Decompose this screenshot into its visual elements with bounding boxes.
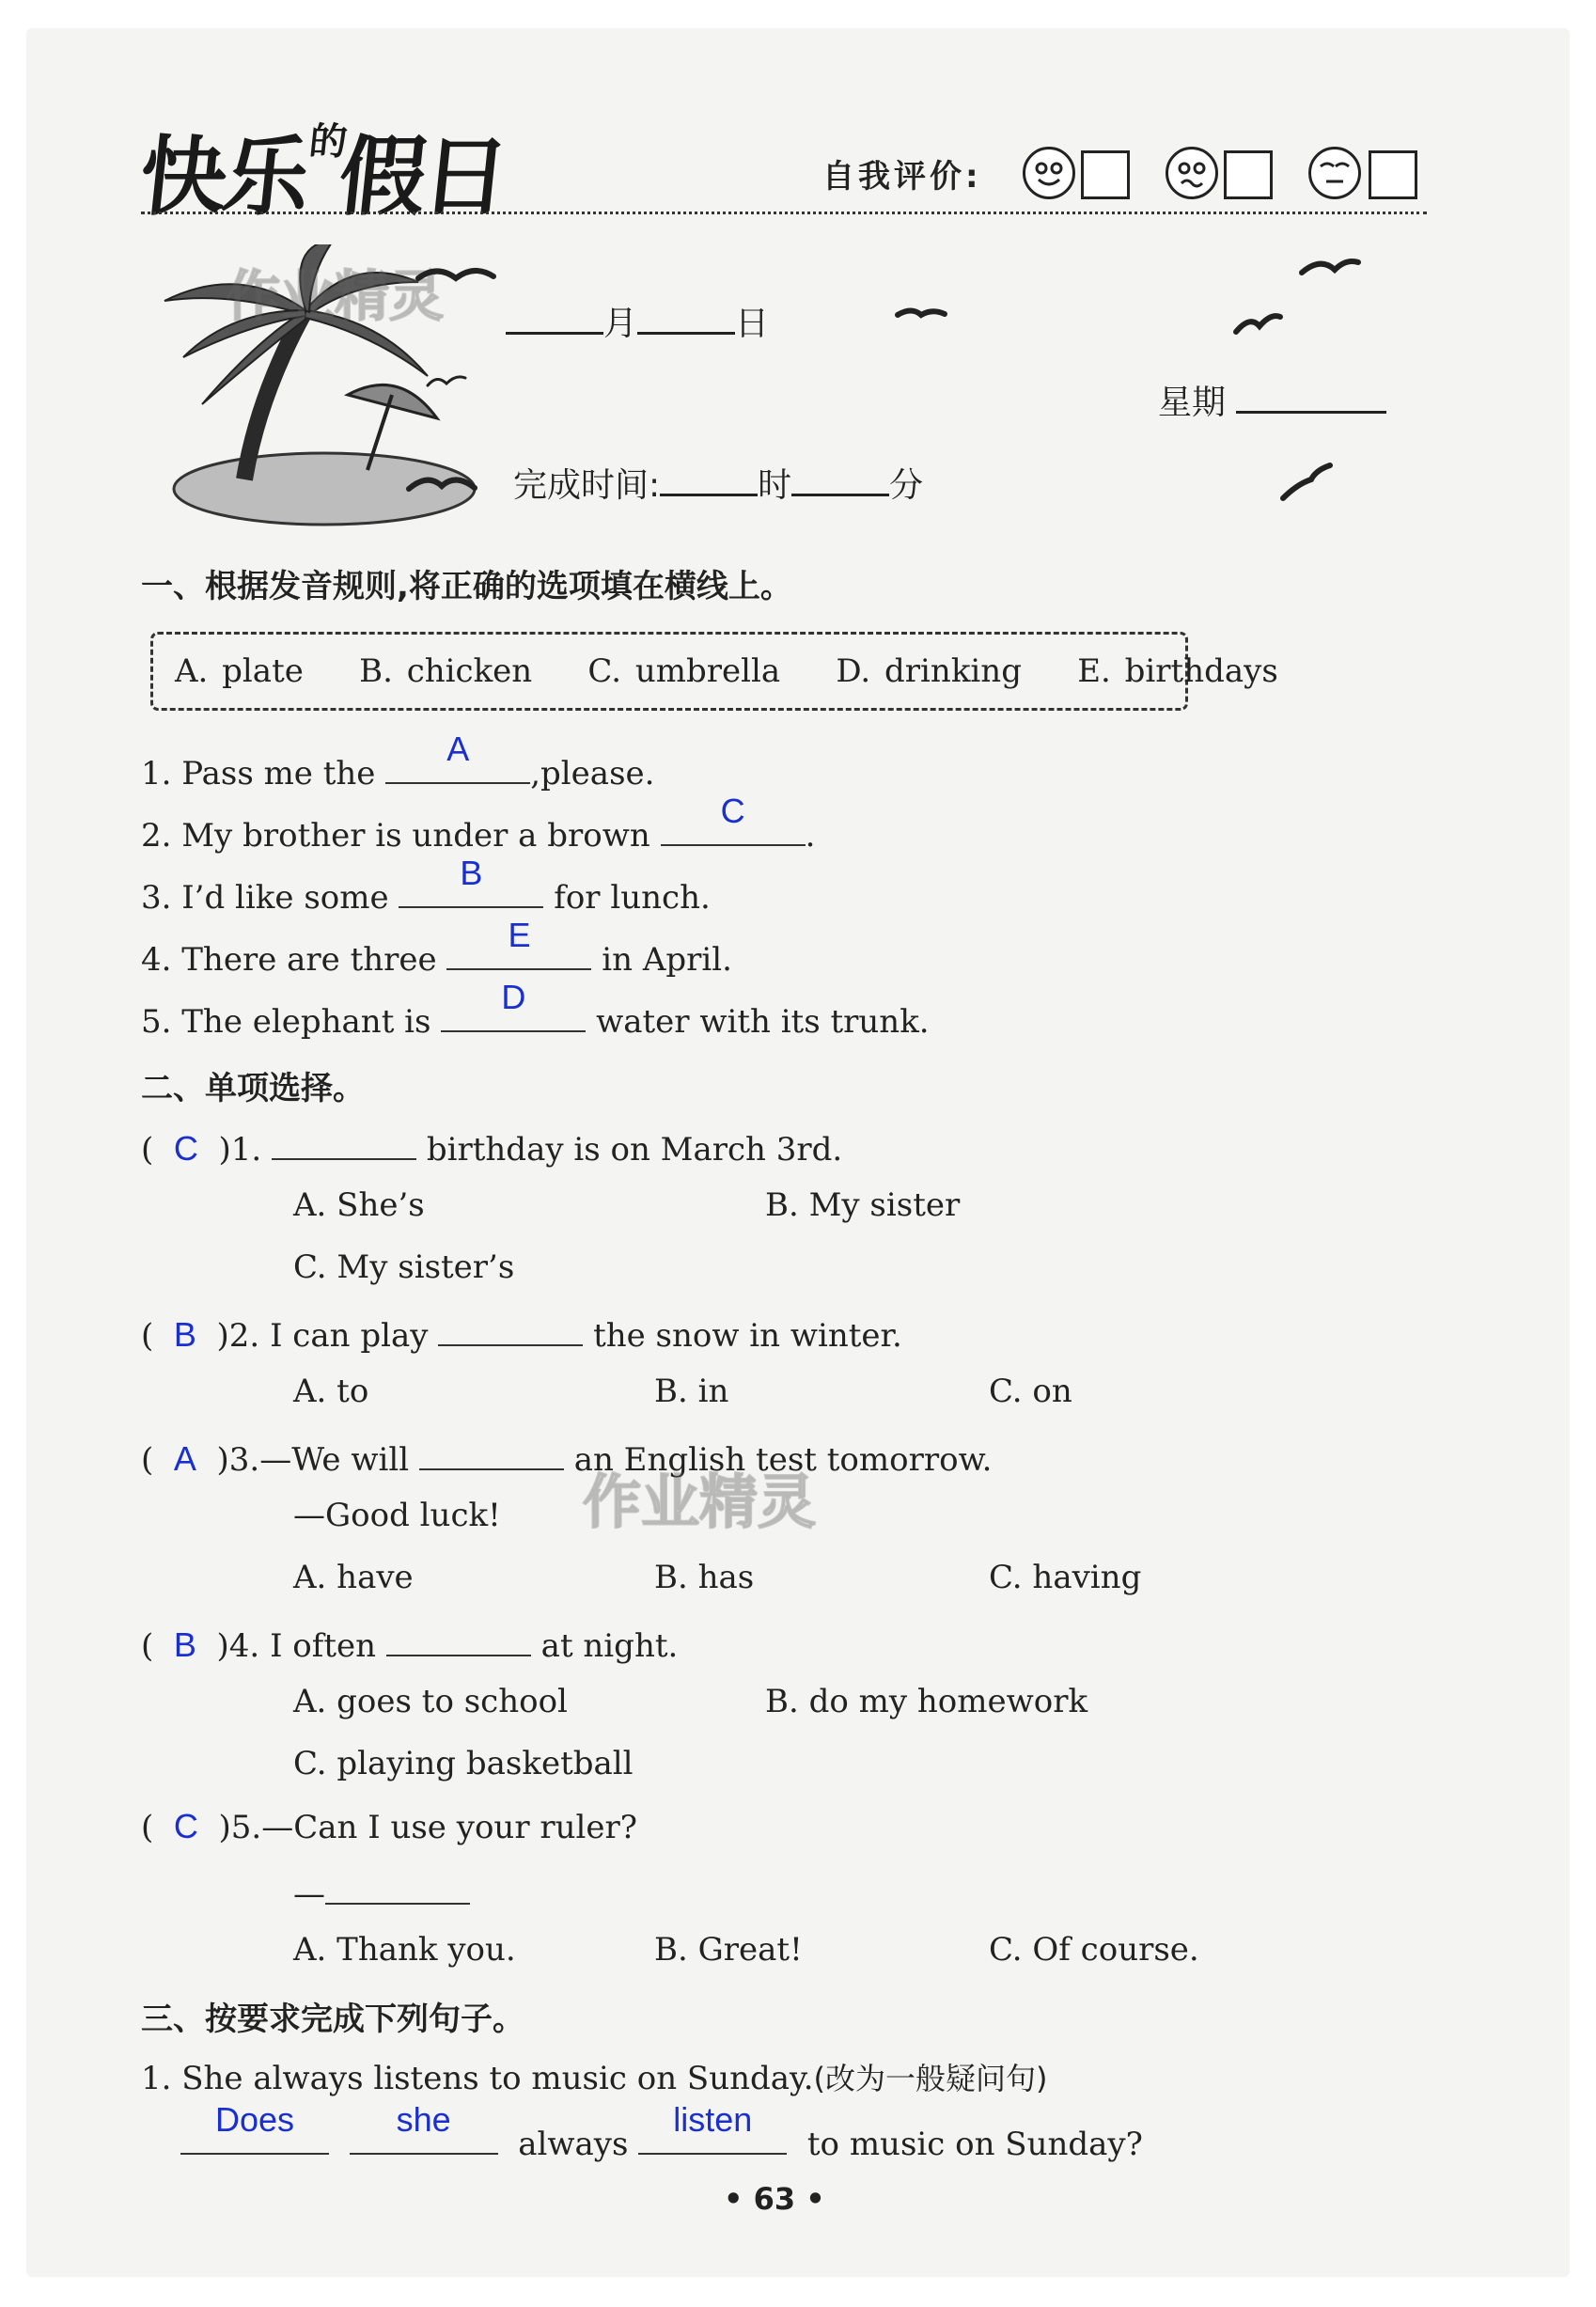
s1-item-tail: . <box>805 817 816 855</box>
s1-item-text: 5. The elephant is <box>141 1003 431 1041</box>
mc-number: )5. <box>218 1809 262 1846</box>
finish-time-label: 完成时间: <box>513 466 661 505</box>
bird-icon <box>414 259 498 297</box>
mc-text: the snow in winter. <box>593 1317 902 1355</box>
mc-number: )3. <box>216 1441 260 1479</box>
s1-answer: A <box>446 730 470 768</box>
option-e: E. birthdays <box>1077 652 1278 690</box>
hour-label: 时 <box>758 466 792 505</box>
mc-blank[interactable] <box>386 1621 531 1656</box>
s1-answer-blank[interactable] <box>446 916 591 970</box>
s3-answer-line <box>180 2100 1143 2163</box>
s1-answer: B <box>460 854 483 892</box>
s3-answer: listen <box>673 2100 753 2139</box>
mc-option: C. on <box>989 1373 1072 1410</box>
s3-answer-blank[interactable] <box>350 2100 498 2155</box>
s1-answer-blank[interactable] <box>661 792 806 846</box>
bird-icon <box>1297 249 1363 287</box>
bird-icon <box>893 301 949 329</box>
mc-question-3: ( A )3.—We will an English test tomorrow. <box>141 1435 992 1479</box>
s1-item-tail: ,please. <box>530 755 655 793</box>
mc-option: B. My sister <box>765 1186 961 1224</box>
weekday-field <box>1158 376 1386 424</box>
mc-dialogue-reply: —Good luck! <box>293 1497 501 1534</box>
mc-answer: B <box>173 1625 196 1664</box>
s1-item-5 <box>141 978 930 1041</box>
mc-blank[interactable] <box>325 1869 470 1905</box>
s3-question-1 <box>141 2055 1048 2098</box>
mc-text: birthday is on March 3rd. <box>426 1131 843 1169</box>
mc-number: )1. <box>218 1131 262 1169</box>
s1-item-text: 1. Pass me the <box>141 755 376 793</box>
title-small: 的 <box>306 120 346 164</box>
weekday-blank[interactable] <box>1236 411 1386 414</box>
mc-number: )2. <box>216 1317 260 1355</box>
s3-text: to music on Sunday? <box>806 2126 1143 2163</box>
bird-icon <box>1231 306 1288 343</box>
mc-option: B. Great! <box>654 1931 803 1969</box>
mc-text: an English test tomorrow. <box>573 1441 993 1479</box>
s1-item-tail: for lunch. <box>554 879 711 917</box>
s1-answer-blank[interactable] <box>441 978 586 1032</box>
bird-icon <box>1278 461 1335 508</box>
mc-answer: A <box>173 1439 196 1478</box>
section2-heading: 二、单项选择。 <box>141 1070 365 1107</box>
mc-question-2: ( B )2. I can play the snow in winter. <box>141 1310 902 1355</box>
option-b: B. chicken <box>359 652 533 690</box>
mc-option: C. having <box>989 1559 1142 1596</box>
section3-heading: 三、按要求完成下列句子。 <box>141 2001 524 2038</box>
page-number: • 63 • <box>724 2181 825 2217</box>
s1-answer-blank[interactable] <box>399 854 543 908</box>
mc-option: A. to <box>293 1373 369 1410</box>
date-field <box>506 297 769 345</box>
option-a: A. plate <box>175 652 304 690</box>
mc-answer: B <box>173 1315 196 1354</box>
section1-heading: 一、根据发音规则,将正确的选项填在横线上。 <box>141 568 792 605</box>
s3-answer-blank[interactable] <box>638 2100 787 2155</box>
s3-answer: Does <box>214 2100 295 2139</box>
mc-option: B. do my homework <box>765 1683 1088 1720</box>
s1-answer: E <box>508 916 531 954</box>
mc-option: A. have <box>293 1559 414 1596</box>
neutral-face-icon <box>1308 147 1361 199</box>
s1-item-2 <box>141 792 816 855</box>
mc-option: C. Of course. <box>989 1931 1199 1969</box>
weekday-label: 星期 <box>1158 384 1227 422</box>
s1-item-4 <box>141 916 732 979</box>
title-end: 假日 <box>334 127 510 228</box>
mc-text: I can play <box>270 1317 429 1355</box>
mc-option: C. My sister’s <box>293 1248 515 1286</box>
s3-answer-blank[interactable] <box>180 2100 329 2155</box>
finish-time-field <box>513 459 923 507</box>
minute-blank[interactable] <box>791 494 889 496</box>
s3-instruction: (改为一般疑问句) <box>813 2061 1048 2096</box>
day-blank[interactable] <box>637 332 735 335</box>
mc-blank[interactable] <box>272 1124 416 1160</box>
s3-answer: she <box>396 2100 451 2139</box>
s3-text: always <box>518 2126 629 2163</box>
mc-text: —We will <box>259 1441 410 1479</box>
s1-item-text: 2. My brother is under a brown <box>141 817 650 855</box>
minute-label: 分 <box>889 466 924 505</box>
header-divider <box>141 212 1427 214</box>
mc-dialogue-reply <box>293 1869 470 1913</box>
self-evaluation-label: 自我评价: <box>822 158 982 196</box>
s1-answer: C <box>720 792 745 830</box>
hour-blank[interactable] <box>660 494 758 496</box>
mc-text: I often <box>270 1627 377 1665</box>
happy-face-icon <box>1023 147 1075 199</box>
mc-text: at night. <box>540 1627 679 1665</box>
mc-blank[interactable] <box>438 1310 583 1346</box>
mc-blank[interactable] <box>419 1435 564 1470</box>
mc-number: )4. <box>216 1627 260 1665</box>
s3-sentence: 1. She always listens to music on Sunday. <box>141 2060 814 2097</box>
s1-answer: D <box>501 978 526 1016</box>
s1-item-3 <box>141 854 711 917</box>
mc-answer: C <box>173 1807 198 1845</box>
s1-item-text: 3. I’d like some <box>141 879 389 917</box>
s1-answer-blank[interactable] <box>385 730 530 784</box>
month-blank[interactable] <box>506 332 603 335</box>
worried-face-icon <box>1166 147 1218 199</box>
worried-checkbox[interactable] <box>1224 150 1273 199</box>
s1-item-tail: in April. <box>602 941 732 979</box>
bird-icon <box>404 465 479 503</box>
month-label: 月 <box>603 305 638 343</box>
title-main: 快乐 <box>134 127 311 228</box>
mc-question-4: ( B )4. I often at night. <box>141 1621 678 1665</box>
s1-item-1 <box>141 730 655 793</box>
mc-option: A. She’s <box>293 1186 425 1224</box>
day-label: 日 <box>735 305 770 343</box>
mc-question-5: ( C )5.—Can I use your ruler? <box>141 1807 637 1846</box>
mc-text: —Can I use your ruler? <box>261 1809 637 1846</box>
mc-question-1: ( C )1. birthday is on March 3rd. <box>141 1124 842 1169</box>
mc-option: A. goes to school <box>293 1683 568 1720</box>
mc-option: C. playing basketball <box>293 1745 634 1782</box>
neutral-checkbox[interactable] <box>1369 150 1417 199</box>
mc-option: B. in <box>654 1373 729 1410</box>
s1-item-tail: water with its trunk. <box>596 1003 930 1041</box>
option-d: D. drinking <box>836 652 1022 690</box>
mc-option: B. has <box>654 1559 755 1596</box>
s1-item-text: 4. There are three <box>141 941 437 979</box>
bird-icon <box>423 367 470 395</box>
mc-answer: C <box>173 1129 198 1168</box>
options-row <box>175 652 1278 690</box>
watermark-middle: 作业精灵 <box>583 1467 817 1536</box>
happy-checkbox[interactable] <box>1081 150 1130 199</box>
mc-dash: — <box>293 1875 325 1913</box>
mc-option: A. Thank you. <box>293 1931 516 1969</box>
option-c: C. umbrella <box>587 652 781 690</box>
watermark-top: 作业精灵 <box>226 264 445 328</box>
